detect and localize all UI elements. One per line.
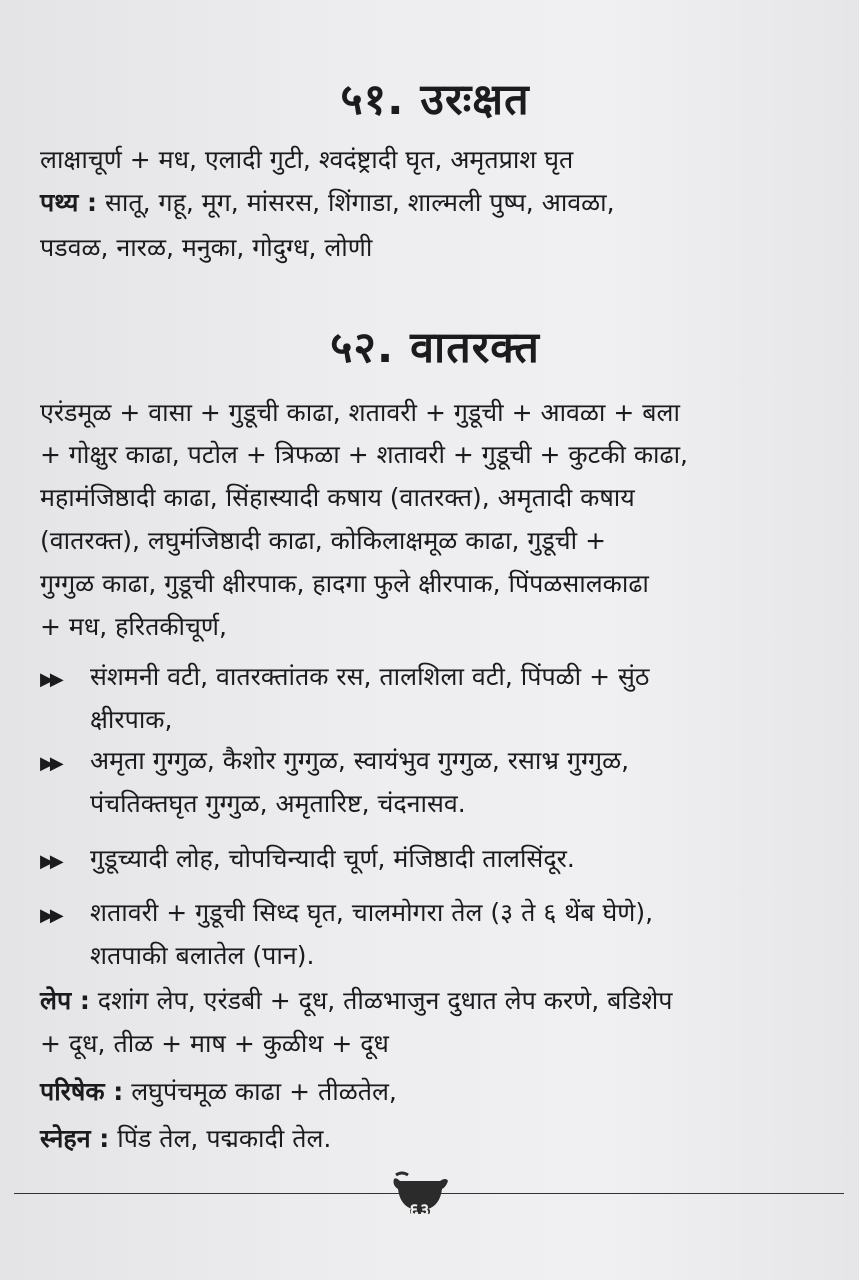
pariseka-text: लघुपंचमूळ काढा + तीळतेल, [123,1077,397,1106]
pathya-line-1 [40,186,830,220]
snehan-line [40,1122,830,1156]
double-triangle-right-icon: ▶▶ [40,851,60,872]
section-51-title: ५१. उरःक्षत [340,75,530,125]
para-line-6: + मध, हरितकीचूर्ण, [40,612,227,641]
bullet-3-line-1: गुडूच्यादी लोह, चोपचिन्यादी चूर्ण, मंजिष्ठादी तालसिंदूर. [90,844,575,873]
section-52-title: ५२. वातरक्त [330,323,540,373]
section-51-line-1: लाक्षाचूर्ण + मध, एलादी गुटी, श्वदंष्ट्रादी घृत, अमृतप्राश घृत [40,145,574,174]
pariseka-line [40,1075,830,1109]
lep-line-2: + दूध, तीळ + माष + कुळीथ + दूध [40,1029,389,1058]
para-line-5: गुग्गुळ काढा, गुडूची क्षीरपाक, हादगा फुले क्षीरपाक, पिंपळसालकाढा [40,569,649,598]
para-line-2: + गोक्षुर काढा, पटोल + त्रिफळा + शतावरी + गुडूची + कुटकी काढा, [40,440,688,469]
lep-line-1 [40,984,830,1018]
pariseka-label: परिषेक : [40,1077,124,1106]
bullet-4-line-2: शतपाकी बलातेल (पान). [90,941,315,970]
snehan-label: स्नेहन : [40,1124,110,1153]
page-number: ६३ [409,1200,431,1221]
bullet-1-line-1: संशमनी वटी, वातरक्तांतक रस, तालशिला वटी, पिंपळी + सुंठ [90,662,650,691]
para-line-1: एरंडमूळ + वासा + गुडूची काढा, शतावरी + गुडूची + आवळा + बला [40,398,680,427]
lep-text-1: दशांग लेप, एरंडबी + दूध, तीळभाजुन दुधात लेप करणे, बडिशेप [89,986,673,1015]
bullet-2-line-2: पंचतिक्तघृत गुग्गुळ, अमृतारिष्ट, चंदनासव. [90,789,466,818]
double-triangle-right-icon: ▶▶ [40,753,60,774]
para-line-3: महामंजिष्ठादी काढा, सिंहास्यादी कषाय (वातरक्त), अमृतादी कषाय [40,483,635,512]
snehan-text: पिंड तेल, पद्मकादी तेल. [109,1124,332,1153]
pathya-text-1: सातू, गहू, मूग, मांसरस, शिंगाडा, शाल्मली पुष्प, आवळा, [97,188,615,217]
lep-label: लेप : [40,986,90,1015]
pathya-label: पथ्य : [40,188,98,217]
double-triangle-right-icon: ▶▶ [40,669,60,690]
double-triangle-right-icon: ▶▶ [40,905,60,926]
bullet-1-line-2: क्षीरपाक, [90,705,173,734]
pathya-line-2: पडवळ, नारळ, मनुका, गोदुग्ध, लोणी [40,233,373,262]
para-line-4: (वातरक्त), लघुमंजिष्ठादी काढा, कोकिलाक्षमूळ काढा, गुडूची + [40,526,607,555]
bullet-4-line-1: शतावरी + गुडूची सिध्द घृत, चालमोगरा तेल (३ ते ६ थेंब घेणे), [90,898,654,927]
bullet-2-line-1: अमृता गुग्गुळ, कैशोर गुग्गुळ, स्वायंभुव गुग्गुळ, रसाभ्र गुग्गुळ, [90,746,630,775]
